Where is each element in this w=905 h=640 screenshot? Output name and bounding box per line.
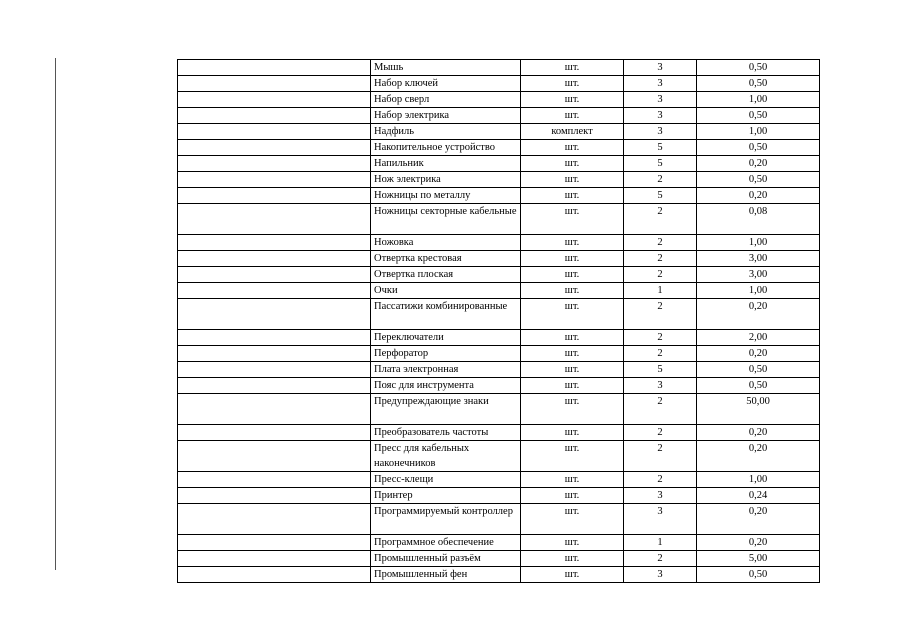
value-cell: 0,24 — [697, 488, 820, 504]
empty-cell — [178, 504, 371, 535]
quantity-cell: 2 — [624, 172, 697, 188]
value-cell: 0,20 — [697, 346, 820, 362]
quantity-cell: 2 — [624, 425, 697, 441]
unit-cell: шт. — [521, 378, 624, 394]
empty-cell — [178, 188, 371, 204]
value-cell: 1,00 — [697, 92, 820, 108]
item-name-cell: Пассатижи комбинированные — [371, 299, 521, 330]
unit-cell: шт. — [521, 535, 624, 551]
item-name-cell: Ножницы секторные кабельные — [371, 204, 521, 235]
table-row — [178, 535, 820, 551]
quantity-cell: 3 — [624, 108, 697, 124]
unit-cell: шт. — [521, 330, 624, 346]
quantity-cell: 5 — [624, 188, 697, 204]
item-name-cell: Плата электронная — [371, 362, 521, 378]
empty-cell — [178, 251, 371, 267]
item-name-cell: Промышленный фен — [371, 567, 521, 583]
table-row — [178, 156, 820, 172]
item-name-cell: Набор ключей — [371, 76, 521, 92]
unit-cell: комплект — [521, 124, 624, 140]
value-cell: 0,20 — [697, 504, 820, 535]
value-cell: 0,20 — [697, 156, 820, 172]
empty-cell — [178, 92, 371, 108]
value-cell: 0,20 — [697, 535, 820, 551]
unit-cell: шт. — [521, 140, 624, 156]
empty-cell — [178, 124, 371, 140]
item-name-cell: Ножовка — [371, 235, 521, 251]
unit-cell: шт. — [521, 362, 624, 378]
table-row — [178, 330, 820, 346]
quantity-cell: 3 — [624, 76, 697, 92]
unit-cell: шт. — [521, 92, 624, 108]
empty-cell — [178, 204, 371, 235]
unit-cell: шт. — [521, 204, 624, 235]
empty-cell — [178, 283, 371, 299]
page-margin-line — [55, 58, 56, 570]
unit-cell: шт. — [521, 425, 624, 441]
table-row — [178, 76, 820, 92]
table-row — [178, 124, 820, 140]
unit-cell: шт. — [521, 172, 624, 188]
table-row — [178, 425, 820, 441]
table-row — [178, 140, 820, 156]
table-row — [178, 283, 820, 299]
unit-cell: шт. — [521, 472, 624, 488]
item-name-cell: Пресс-клещи — [371, 472, 521, 488]
value-cell: 5,00 — [697, 551, 820, 567]
empty-cell — [178, 394, 371, 425]
quantity-cell: 2 — [624, 441, 697, 472]
table-row — [178, 267, 820, 283]
table-row — [178, 504, 820, 535]
table-row — [178, 188, 820, 204]
quantity-cell: 2 — [624, 472, 697, 488]
empty-cell — [178, 60, 371, 76]
value-cell: 0,50 — [697, 378, 820, 394]
value-cell: 50,00 — [697, 394, 820, 425]
quantity-cell: 2 — [624, 204, 697, 235]
quantity-cell: 2 — [624, 235, 697, 251]
table-row — [178, 108, 820, 124]
value-cell: 1,00 — [697, 283, 820, 299]
value-cell: 2,00 — [697, 330, 820, 346]
item-name-cell: Мышь — [371, 60, 521, 76]
unit-cell: шт. — [521, 441, 624, 472]
quantity-cell: 3 — [624, 92, 697, 108]
empty-cell — [178, 551, 371, 567]
table-row — [178, 92, 820, 108]
table-row — [178, 551, 820, 567]
quantity-cell: 2 — [624, 551, 697, 567]
empty-cell — [178, 362, 371, 378]
table-row — [178, 204, 820, 235]
value-cell: 0,20 — [697, 299, 820, 330]
quantity-cell: 3 — [624, 567, 697, 583]
item-name-cell: Напильник — [371, 156, 521, 172]
table-row — [178, 378, 820, 394]
unit-cell: шт. — [521, 551, 624, 567]
table-row — [178, 235, 820, 251]
empty-cell — [178, 172, 371, 188]
empty-cell — [178, 425, 371, 441]
item-name-cell: Преобразователь частоты — [371, 425, 521, 441]
table-row — [178, 567, 820, 583]
value-cell: 0,50 — [697, 362, 820, 378]
unit-cell: шт. — [521, 394, 624, 425]
table-row — [178, 346, 820, 362]
empty-cell — [178, 330, 371, 346]
table-row — [178, 251, 820, 267]
quantity-cell: 5 — [624, 156, 697, 172]
item-name-cell: Отвертка плоская — [371, 267, 521, 283]
value-cell: 0,50 — [697, 172, 820, 188]
empty-cell — [178, 472, 371, 488]
unit-cell: шт. — [521, 283, 624, 299]
empty-cell — [178, 488, 371, 504]
value-cell: 0,50 — [697, 60, 820, 76]
item-name-cell: Ножницы по металлу — [371, 188, 521, 204]
table-row — [178, 394, 820, 425]
value-cell: 1,00 — [697, 472, 820, 488]
item-name-cell: Принтер — [371, 488, 521, 504]
quantity-cell: 2 — [624, 346, 697, 362]
empty-cell — [178, 76, 371, 92]
value-cell: 1,00 — [697, 124, 820, 140]
item-name-cell: Набор сверл — [371, 92, 521, 108]
quantity-cell: 2 — [624, 394, 697, 425]
item-name-cell: Пресс для кабельных наконечников — [371, 441, 521, 472]
empty-cell — [178, 346, 371, 362]
unit-cell: шт. — [521, 251, 624, 267]
value-cell: 0,20 — [697, 425, 820, 441]
empty-cell — [178, 441, 371, 472]
empty-cell — [178, 235, 371, 251]
equipment-table-body — [178, 60, 820, 583]
item-name-cell: Программируемый контроллер — [371, 504, 521, 535]
unit-cell: шт. — [521, 188, 624, 204]
value-cell: 0,20 — [697, 188, 820, 204]
table-row — [178, 60, 820, 76]
value-cell: 0,20 — [697, 441, 820, 472]
unit-cell: шт. — [521, 504, 624, 535]
item-name-cell: Набор электрика — [371, 108, 521, 124]
quantity-cell: 2 — [624, 330, 697, 346]
empty-cell — [178, 299, 371, 330]
unit-cell: шт. — [521, 346, 624, 362]
quantity-cell: 1 — [624, 535, 697, 551]
equipment-table — [177, 59, 820, 583]
item-name-cell: Накопительное устройство — [371, 140, 521, 156]
item-name-cell: Предупреждающие знаки — [371, 394, 521, 425]
quantity-cell: 3 — [624, 378, 697, 394]
quantity-cell: 3 — [624, 488, 697, 504]
item-name-cell: Промышленный разъём — [371, 551, 521, 567]
table-row — [178, 472, 820, 488]
unit-cell: шт. — [521, 299, 624, 330]
quantity-cell: 5 — [624, 140, 697, 156]
unit-cell: шт. — [521, 267, 624, 283]
quantity-cell: 3 — [624, 124, 697, 140]
empty-cell — [178, 108, 371, 124]
table-row — [178, 488, 820, 504]
value-cell: 0,08 — [697, 204, 820, 235]
value-cell: 0,50 — [697, 108, 820, 124]
empty-cell — [178, 378, 371, 394]
quantity-cell: 3 — [624, 60, 697, 76]
item-name-cell: Надфиль — [371, 124, 521, 140]
unit-cell: шт. — [521, 235, 624, 251]
item-name-cell: Отвертка крестовая — [371, 251, 521, 267]
empty-cell — [178, 535, 371, 551]
empty-cell — [178, 156, 371, 172]
value-cell: 3,00 — [697, 251, 820, 267]
quantity-cell: 2 — [624, 267, 697, 283]
table-row — [178, 299, 820, 330]
value-cell: 3,00 — [697, 267, 820, 283]
empty-cell — [178, 267, 371, 283]
table-row — [178, 362, 820, 378]
quantity-cell: 3 — [624, 504, 697, 535]
item-name-cell: Очки — [371, 283, 521, 299]
item-name-cell: Пояс для инструмента — [371, 378, 521, 394]
item-name-cell: Программное обеспечение — [371, 535, 521, 551]
value-cell: 1,00 — [697, 235, 820, 251]
item-name-cell: Переключатели — [371, 330, 521, 346]
quantity-cell: 2 — [624, 299, 697, 330]
unit-cell: шт. — [521, 108, 624, 124]
quantity-cell: 2 — [624, 251, 697, 267]
empty-cell — [178, 140, 371, 156]
table-row — [178, 441, 820, 472]
value-cell: 0,50 — [697, 140, 820, 156]
unit-cell: шт. — [521, 567, 624, 583]
unit-cell: шт. — [521, 60, 624, 76]
table-row — [178, 172, 820, 188]
unit-cell: шт. — [521, 488, 624, 504]
quantity-cell: 1 — [624, 283, 697, 299]
value-cell: 0,50 — [697, 76, 820, 92]
item-name-cell: Перфоратор — [371, 346, 521, 362]
item-name-cell: Нож электрика — [371, 172, 521, 188]
unit-cell: шт. — [521, 76, 624, 92]
quantity-cell: 5 — [624, 362, 697, 378]
empty-cell — [178, 567, 371, 583]
value-cell: 0,50 — [697, 567, 820, 583]
unit-cell: шт. — [521, 156, 624, 172]
